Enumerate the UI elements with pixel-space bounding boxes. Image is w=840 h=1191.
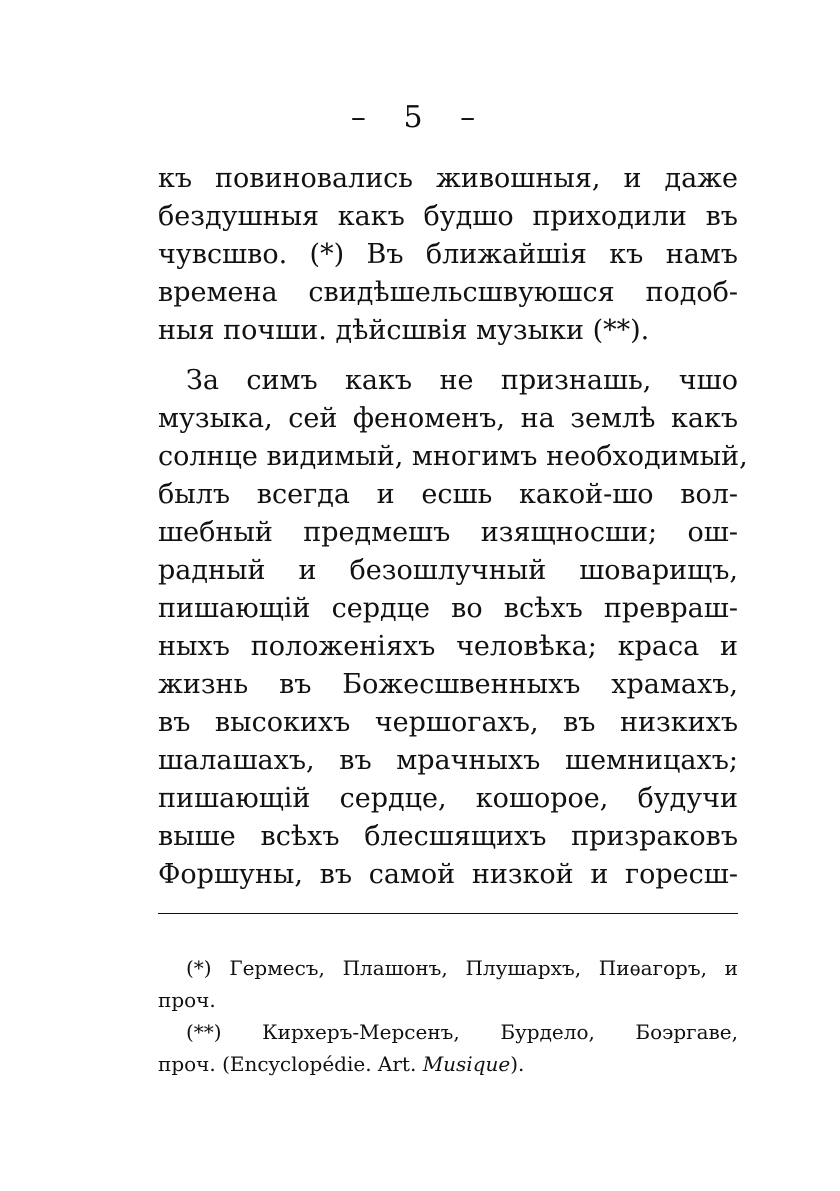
text-line: музыка, сей феноменъ, на землѣ какъ: [158, 403, 738, 434]
text-line: шалашахъ, въ мрачныхъ шемницахъ;: [158, 745, 738, 776]
footnote-1: [158, 952, 738, 1016]
text-line: выше всѣхъ блесшящихъ призраковъ: [158, 821, 738, 852]
text-line: шебный предмешъ изящносши; ош-: [158, 517, 738, 548]
text-line: ныхъ положеніяхъ человѣка; краса и: [158, 631, 738, 662]
paragraph-gap: [158, 350, 738, 362]
text-line: пишающій сердце во всѣхъ превраш-: [158, 593, 738, 624]
dash-left: –: [350, 100, 380, 135]
text-line: жизнь въ Божесшвенныхъ храмахъ,: [158, 669, 738, 700]
footnote-text: проч. (Encyclopédie. Art.: [158, 1052, 423, 1076]
footnote-rule: [158, 913, 738, 914]
footnote-line: (*) Гермесъ, Плашонъ, Плушархъ, Пиѳагоръ, и: [186, 956, 738, 980]
footnote-line: (**) Кирхеръ-Мерсенъ, Бурдело, Боэргаве,: [186, 1020, 738, 1044]
text-line: радный и безошлучный шоварищъ,: [158, 555, 738, 586]
text-line: пишающій сердце, кошорое, будучи: [158, 783, 738, 814]
paragraph-2: [158, 362, 748, 894]
footnote-italic-text: Musique: [422, 1052, 511, 1076]
text-line: къ повиновались живошныя, и даже: [158, 163, 738, 194]
text-line: солнце видимый, многимъ необходимый,: [158, 441, 748, 472]
text-line: времена свидѣшельсшвуюшся подоб-: [158, 277, 738, 308]
page-number-header: [0, 100, 840, 135]
text-line: въ высокихъ чершогахъ, въ низкихъ: [158, 707, 738, 738]
main-text: [158, 160, 748, 894]
footnote-text: ).: [510, 1052, 525, 1076]
page-number: 5: [403, 100, 437, 135]
footnote-line: проч.: [158, 988, 216, 1012]
footnote-line-mixed: [158, 1048, 738, 1080]
footnotes: [158, 952, 738, 1080]
text-line: былъ всегда и есшь какой-шо вол-: [158, 479, 738, 510]
text-line: бездушныя какъ будшо приходили въ: [158, 201, 738, 232]
text-line: Форшуны, въ самой низкой и гоpесш-: [158, 859, 738, 890]
footnote-2: [158, 1016, 738, 1080]
paragraph-1: [158, 160, 738, 350]
dash-right: –: [460, 100, 490, 135]
text-line: За симъ какъ не признашь, чшо: [186, 365, 738, 396]
text-line: ныя почши. дѣйсшвія музыки (**).: [158, 315, 650, 346]
text-line: чувсшво. (*) Въ ближайшія къ намъ: [158, 239, 738, 270]
